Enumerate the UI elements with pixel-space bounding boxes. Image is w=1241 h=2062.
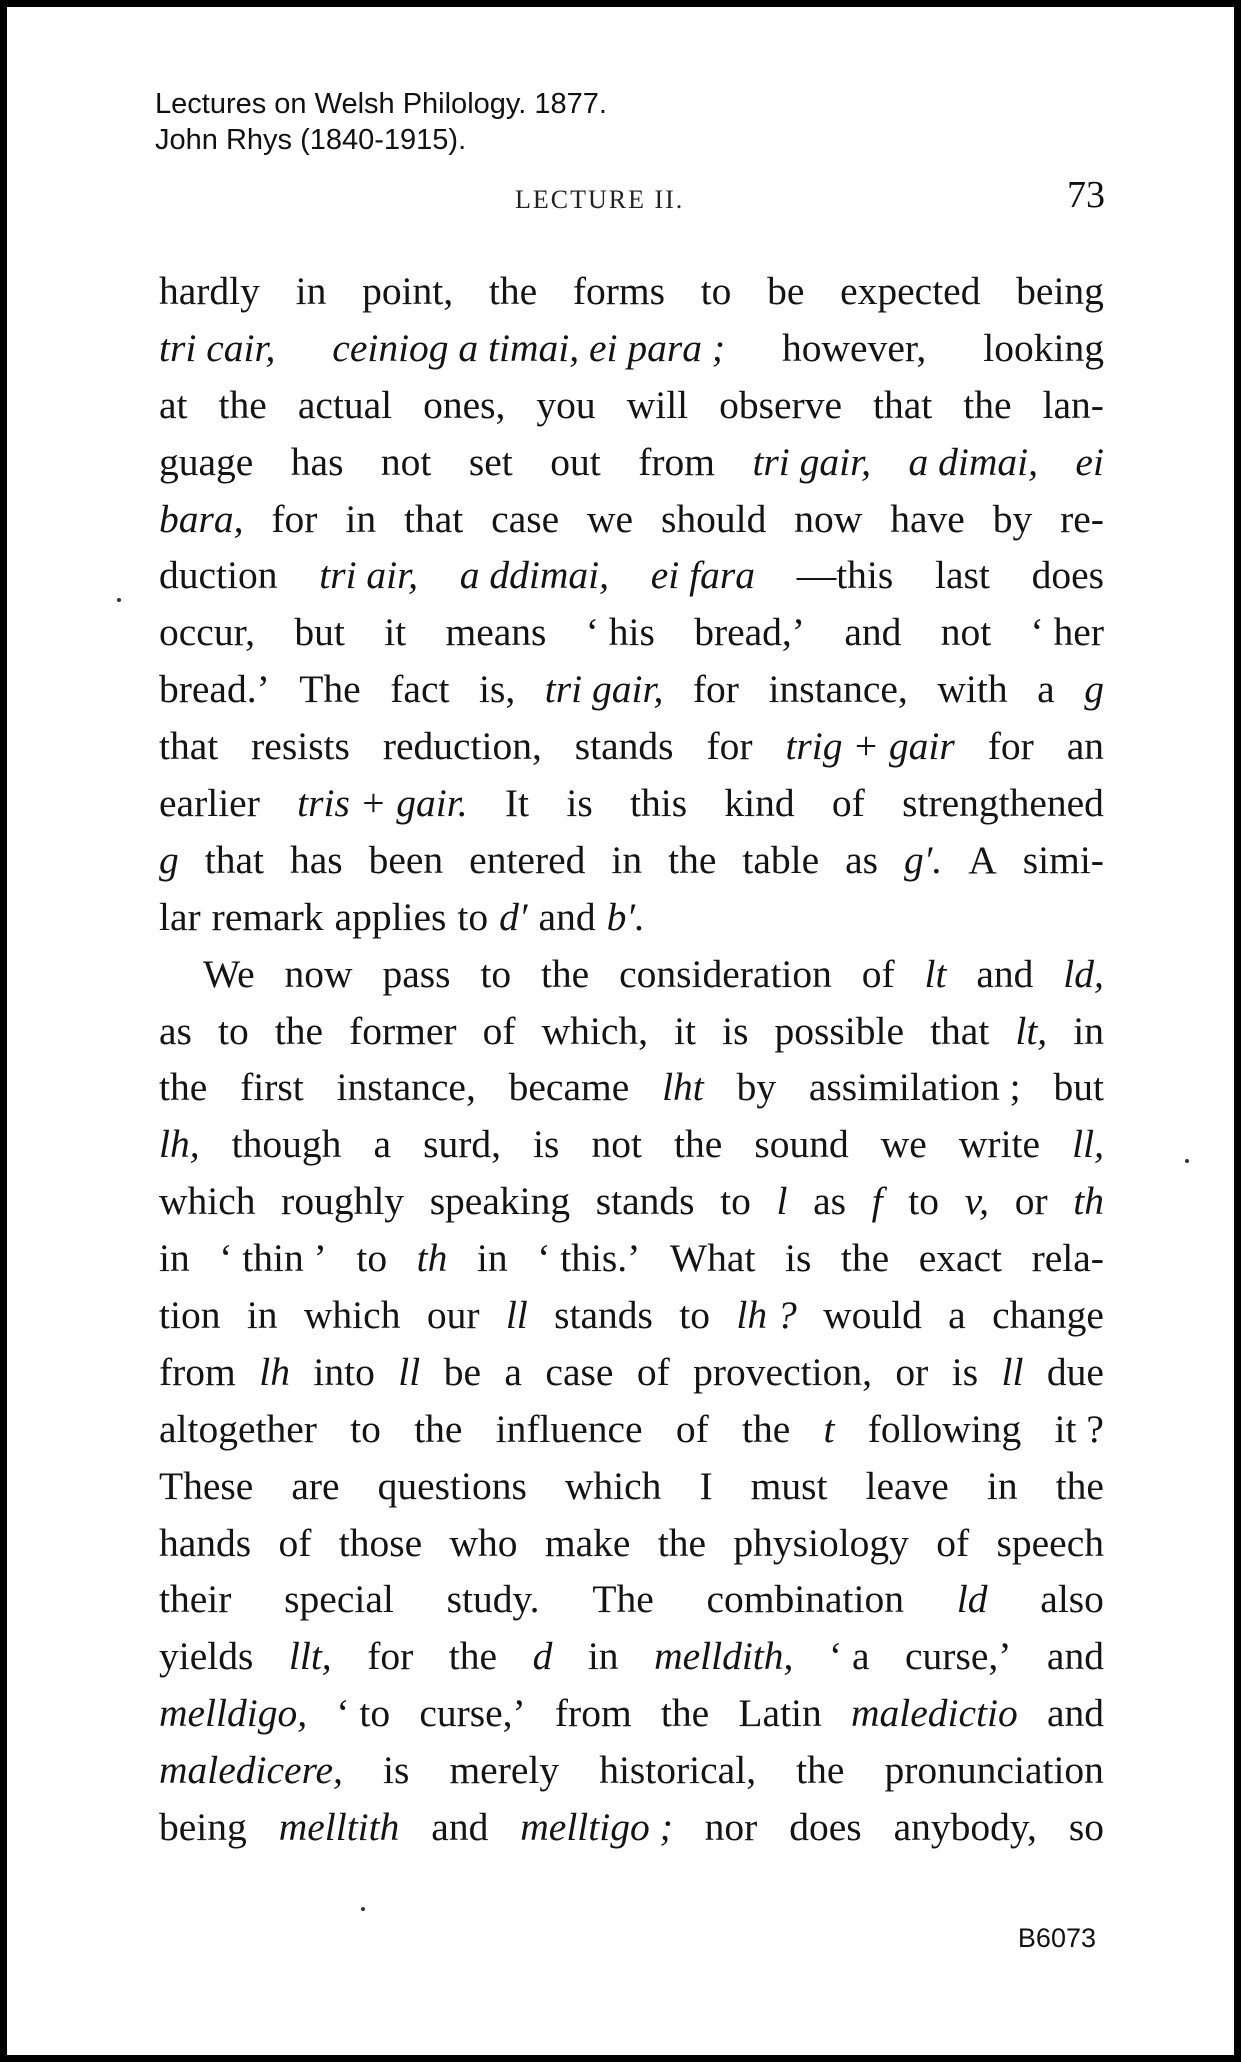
word: is, bbox=[479, 667, 516, 712]
word: exact bbox=[918, 1236, 1003, 1281]
word: in bbox=[986, 1463, 1018, 1508]
word: to bbox=[908, 1179, 939, 1224]
italic-word: ll bbox=[505, 1293, 528, 1338]
word: remark bbox=[211, 894, 324, 939]
word: should bbox=[661, 496, 767, 541]
text-line bbox=[159, 1003, 1104, 1060]
word: of bbox=[278, 1520, 312, 1565]
italic-word: ld, bbox=[1063, 951, 1104, 996]
word: first bbox=[240, 1065, 304, 1110]
word: but bbox=[1053, 1065, 1104, 1110]
word: in bbox=[476, 1236, 508, 1281]
word: anybody, bbox=[893, 1805, 1037, 1850]
word: have bbox=[890, 496, 965, 541]
italic-word: trig + gair bbox=[785, 724, 955, 769]
word: sound bbox=[754, 1122, 849, 1167]
word: into bbox=[313, 1349, 375, 1394]
word: an bbox=[1066, 724, 1104, 769]
italic-word: melltigo ; bbox=[520, 1805, 673, 1850]
word: being bbox=[159, 1805, 247, 1850]
word: bread.’ bbox=[159, 667, 270, 712]
text-line bbox=[159, 1287, 1104, 1344]
word: that bbox=[404, 496, 464, 541]
word: It bbox=[504, 781, 530, 826]
text-line bbox=[159, 1628, 1104, 1685]
word: by bbox=[736, 1065, 777, 1110]
word: observe bbox=[719, 382, 842, 427]
word: guage bbox=[159, 439, 254, 484]
italic-word: lh bbox=[259, 1349, 290, 1394]
page-number: 73 bbox=[1067, 174, 1105, 216]
caption-title: Lectures on Welsh Philology. 1877. bbox=[155, 88, 607, 120]
page-header bbox=[155, 173, 1105, 223]
word: or bbox=[895, 1349, 929, 1394]
italic-word: g′. bbox=[903, 837, 943, 882]
word: for bbox=[692, 667, 739, 712]
word: is bbox=[951, 1349, 979, 1394]
word: from bbox=[554, 1691, 632, 1736]
word: the bbox=[159, 1065, 208, 1110]
word: applies bbox=[334, 894, 447, 939]
word: speaking bbox=[429, 1179, 571, 1224]
text-line bbox=[159, 1344, 1104, 1401]
italic-word: a ddimai, bbox=[459, 553, 609, 598]
word: in bbox=[295, 269, 327, 313]
word: and bbox=[538, 894, 596, 939]
word: a bbox=[504, 1349, 522, 1394]
word: who bbox=[449, 1520, 518, 1565]
italic-word: ll, bbox=[1072, 1122, 1104, 1167]
word: assimilation ; bbox=[808, 1065, 1021, 1110]
italic-word: ll bbox=[1001, 1349, 1024, 1394]
word: the bbox=[741, 1406, 791, 1451]
word: curse,’ bbox=[905, 1634, 1012, 1679]
word: been bbox=[368, 837, 444, 882]
word: as bbox=[159, 1008, 192, 1053]
word: will bbox=[626, 382, 689, 427]
word: a bbox=[1037, 667, 1055, 712]
italic-word: a dimai, bbox=[908, 439, 1038, 484]
word: a bbox=[373, 1122, 392, 1167]
scan-speck bbox=[361, 1907, 365, 1911]
word: Latin bbox=[738, 1691, 822, 1736]
word: of bbox=[636, 1349, 670, 1394]
word: the bbox=[668, 837, 717, 882]
word: the bbox=[674, 1122, 723, 1167]
word: not bbox=[591, 1122, 642, 1167]
word: ‘ this.’ bbox=[537, 1236, 641, 1281]
word: be bbox=[443, 1349, 481, 1394]
text-line bbox=[159, 263, 1104, 320]
word: —this bbox=[796, 553, 894, 598]
word: resists bbox=[251, 724, 350, 769]
word: which bbox=[303, 1293, 401, 1338]
text-line bbox=[159, 832, 1104, 889]
word: a bbox=[948, 1293, 966, 1338]
word: surd, bbox=[423, 1122, 501, 1167]
word: which bbox=[564, 1463, 662, 1508]
word: those bbox=[338, 1520, 423, 1565]
word: to bbox=[679, 1293, 710, 1338]
word: provection, bbox=[693, 1349, 872, 1394]
italic-word: lt, bbox=[1015, 1008, 1048, 1053]
scan-speck bbox=[117, 598, 121, 602]
running-title: LECTURE II. bbox=[515, 185, 685, 214]
text-line bbox=[159, 1799, 1104, 1856]
word: following bbox=[867, 1406, 1022, 1451]
text-line bbox=[159, 946, 1104, 1003]
word: the bbox=[540, 951, 590, 996]
word: former bbox=[349, 1008, 457, 1053]
word: pronunciation bbox=[884, 1748, 1104, 1793]
italic-word: ei fara bbox=[650, 553, 755, 598]
word: to bbox=[217, 1008, 249, 1053]
word: and bbox=[431, 1805, 489, 1850]
word: by bbox=[992, 496, 1033, 541]
word: instance, bbox=[768, 667, 908, 712]
italic-word: th bbox=[1073, 1179, 1104, 1224]
word: What bbox=[669, 1236, 756, 1281]
word: to bbox=[350, 1406, 381, 1451]
word: ones, bbox=[423, 382, 506, 427]
word: at bbox=[159, 382, 188, 427]
word: in bbox=[159, 1236, 190, 1281]
word: however, bbox=[782, 325, 927, 370]
word: pass bbox=[382, 951, 451, 996]
word: in bbox=[345, 496, 377, 541]
word: nor bbox=[704, 1805, 758, 1850]
word: and bbox=[1046, 1634, 1104, 1679]
word: stands bbox=[574, 724, 674, 769]
word: ‘ a bbox=[828, 1634, 870, 1679]
word: does bbox=[789, 1805, 862, 1850]
word: that bbox=[930, 1008, 990, 1053]
italic-word: ll bbox=[398, 1349, 421, 1394]
word: make bbox=[544, 1520, 631, 1565]
word: write bbox=[958, 1122, 1041, 1167]
italic-word: lh ? bbox=[736, 1293, 797, 1338]
word: earlier bbox=[159, 781, 260, 826]
word: the bbox=[660, 1691, 710, 1736]
word: point, bbox=[362, 269, 454, 313]
italic-word: th bbox=[416, 1236, 448, 1281]
word: became bbox=[508, 1065, 630, 1110]
word: to bbox=[700, 269, 732, 313]
word: which, bbox=[541, 1008, 649, 1053]
word: in bbox=[1073, 1008, 1104, 1053]
italic-word: ld bbox=[956, 1577, 988, 1622]
word: altogether bbox=[159, 1406, 317, 1451]
word: lar bbox=[159, 894, 201, 939]
italic-word: tri air, bbox=[319, 553, 419, 598]
word: to bbox=[356, 1236, 388, 1281]
word: the bbox=[448, 1634, 498, 1679]
word: speech bbox=[996, 1520, 1104, 1565]
word: are bbox=[291, 1463, 340, 1508]
word: actual bbox=[297, 382, 393, 427]
word: and bbox=[976, 951, 1034, 996]
text-line bbox=[159, 1059, 1104, 1116]
italic-word: llt, bbox=[288, 1634, 332, 1679]
word: looking bbox=[983, 325, 1104, 370]
italic-word: lht bbox=[662, 1065, 704, 1110]
word: has bbox=[290, 439, 344, 484]
word: The bbox=[299, 667, 361, 712]
word: case bbox=[491, 496, 560, 541]
text-line bbox=[159, 775, 1104, 832]
word: for bbox=[367, 1634, 414, 1679]
word: roughly bbox=[281, 1179, 405, 1224]
word: change bbox=[992, 1293, 1104, 1338]
italic-word: ceiniog a timai, ei para ; bbox=[332, 325, 726, 370]
word: hands bbox=[159, 1520, 252, 1565]
text-line bbox=[159, 434, 1104, 491]
word: possible bbox=[774, 1008, 904, 1053]
word: so bbox=[1068, 1805, 1104, 1850]
word: we bbox=[880, 1122, 927, 1167]
word: but bbox=[294, 610, 345, 655]
text-line bbox=[159, 547, 1104, 604]
word: expected bbox=[840, 269, 981, 313]
word: does bbox=[1031, 553, 1104, 598]
italic-word: bara, bbox=[159, 496, 244, 541]
word: to bbox=[457, 894, 489, 939]
word: in bbox=[246, 1293, 278, 1338]
word: it bbox=[674, 1008, 697, 1053]
word: study. bbox=[446, 1577, 540, 1622]
body-text bbox=[159, 263, 1104, 1856]
word: in bbox=[611, 837, 643, 882]
word: rela- bbox=[1031, 1236, 1104, 1281]
text-line bbox=[159, 1515, 1104, 1572]
word: as bbox=[813, 1179, 846, 1224]
text-line bbox=[159, 491, 1104, 548]
italic-word: d′ bbox=[499, 894, 528, 939]
italic-word: maledictio bbox=[850, 1691, 1018, 1736]
text-line bbox=[159, 1230, 1104, 1287]
word: curse,’ bbox=[419, 1691, 526, 1736]
italic-word: lt bbox=[924, 951, 947, 996]
text-line bbox=[159, 661, 1104, 718]
italic-word: melltith bbox=[278, 1805, 400, 1850]
word: would bbox=[823, 1293, 922, 1338]
word: we bbox=[587, 496, 634, 541]
word: in bbox=[587, 1634, 619, 1679]
word: now bbox=[284, 951, 353, 996]
word: the bbox=[488, 269, 538, 313]
word: of bbox=[482, 1008, 516, 1053]
word: to bbox=[480, 951, 512, 996]
italic-word: d bbox=[532, 1634, 553, 1679]
word: as bbox=[845, 837, 878, 882]
word: means bbox=[445, 610, 547, 655]
word: influence bbox=[495, 1406, 643, 1451]
word: out bbox=[550, 439, 601, 484]
word: simi- bbox=[1022, 837, 1104, 882]
scan-speck bbox=[1185, 1159, 1189, 1163]
word: questions bbox=[377, 1463, 527, 1508]
footer-id: B6073 bbox=[1017, 1923, 1096, 1953]
word: These bbox=[159, 1463, 254, 1508]
word: special bbox=[284, 1577, 394, 1622]
word: the bbox=[414, 1406, 463, 1451]
caption-author: John Rhys (1840-1915). bbox=[155, 124, 467, 156]
word: and bbox=[844, 610, 902, 655]
word: their bbox=[159, 1577, 232, 1622]
text-line bbox=[159, 604, 1104, 661]
word: not bbox=[380, 439, 432, 484]
word: with bbox=[937, 667, 1008, 712]
word: stands bbox=[595, 1179, 695, 1224]
word: that bbox=[873, 382, 933, 427]
word: for bbox=[271, 496, 318, 541]
italic-word: lh, bbox=[159, 1122, 200, 1167]
word: from bbox=[638, 439, 715, 484]
text-line bbox=[159, 377, 1104, 434]
word: the bbox=[657, 1520, 707, 1565]
word: ‘ her bbox=[1030, 610, 1104, 655]
italic-word: b′. bbox=[606, 894, 645, 939]
word: stands bbox=[554, 1293, 653, 1338]
word: duction bbox=[159, 553, 278, 598]
italic-word: g bbox=[159, 837, 179, 882]
word: of bbox=[936, 1520, 970, 1565]
text-line bbox=[159, 1571, 1104, 1628]
italic-word: tri cair, bbox=[159, 325, 276, 370]
italic-word: t bbox=[823, 1406, 835, 1451]
word: The bbox=[592, 1577, 654, 1622]
word: for bbox=[987, 724, 1034, 769]
italic-word: melldith, bbox=[654, 1634, 794, 1679]
word: being bbox=[1016, 269, 1104, 313]
word: is bbox=[382, 1748, 410, 1793]
text-line bbox=[159, 1116, 1104, 1173]
word: last bbox=[935, 553, 990, 598]
word: bread,’ bbox=[694, 610, 805, 655]
word: of bbox=[861, 951, 895, 996]
word: We bbox=[203, 951, 255, 996]
word: now bbox=[794, 496, 863, 541]
word: which bbox=[159, 1179, 256, 1224]
italic-word: l bbox=[776, 1179, 788, 1224]
word: forms bbox=[572, 269, 665, 313]
word: that bbox=[159, 724, 219, 769]
italic-word: v, bbox=[964, 1179, 990, 1224]
word: kind bbox=[724, 781, 795, 826]
word: yields bbox=[159, 1634, 254, 1679]
word: entered bbox=[469, 837, 586, 882]
word: consideration bbox=[619, 951, 832, 996]
word: of bbox=[675, 1406, 709, 1451]
word: be bbox=[767, 269, 805, 313]
word: ‘ thin ’ bbox=[219, 1236, 327, 1281]
word: or bbox=[1014, 1179, 1048, 1224]
word: you bbox=[536, 382, 596, 427]
word: combination bbox=[706, 1577, 904, 1622]
text-line bbox=[159, 1173, 1104, 1230]
word: strengthened bbox=[902, 781, 1104, 826]
word: is bbox=[784, 1236, 812, 1281]
word: also bbox=[1040, 1577, 1104, 1622]
word: the bbox=[1055, 1463, 1104, 1508]
text-line bbox=[159, 1685, 1104, 1742]
word: is bbox=[533, 1122, 560, 1167]
word: the bbox=[218, 382, 267, 427]
word: instance, bbox=[336, 1065, 476, 1110]
italic-word: tri gair, bbox=[752, 439, 871, 484]
word: historical, bbox=[599, 1748, 757, 1793]
word: hardly bbox=[159, 269, 260, 313]
word: the bbox=[274, 1008, 324, 1053]
word: lan- bbox=[1042, 382, 1104, 427]
italic-word: melldigo, bbox=[159, 1691, 308, 1736]
word: of bbox=[831, 781, 865, 826]
word: for bbox=[706, 724, 753, 769]
word: fact bbox=[390, 667, 450, 712]
text-line bbox=[159, 1458, 1104, 1515]
text-line bbox=[159, 320, 1104, 377]
word: due bbox=[1046, 1349, 1104, 1394]
text-line bbox=[159, 1742, 1104, 1799]
word: not bbox=[940, 610, 992, 655]
word: tion bbox=[159, 1293, 221, 1338]
text-line bbox=[159, 889, 1104, 946]
word: has bbox=[289, 837, 343, 882]
italic-word: g bbox=[1084, 667, 1104, 712]
word: re- bbox=[1060, 496, 1104, 541]
word: it ? bbox=[1054, 1406, 1104, 1451]
word: set bbox=[468, 439, 513, 484]
word: to bbox=[720, 1179, 751, 1224]
word: this bbox=[630, 781, 688, 826]
text-line bbox=[159, 1401, 1104, 1458]
word: our bbox=[426, 1293, 480, 1338]
word: ‘ to bbox=[336, 1691, 391, 1736]
italic-word: tris + gair. bbox=[297, 781, 468, 826]
word: it bbox=[384, 610, 407, 655]
word: leave bbox=[865, 1463, 949, 1508]
word: and bbox=[1046, 1691, 1104, 1736]
word: is bbox=[566, 781, 593, 826]
word: I bbox=[699, 1463, 713, 1508]
word: from bbox=[159, 1349, 236, 1394]
word: table bbox=[742, 837, 820, 882]
word: merely bbox=[449, 1748, 560, 1793]
word: reduction, bbox=[382, 724, 542, 769]
word: is bbox=[722, 1008, 749, 1053]
italic-word: ei bbox=[1075, 439, 1104, 484]
word: ‘ his bbox=[585, 610, 655, 655]
word: the bbox=[796, 1748, 845, 1793]
word: the bbox=[840, 1236, 890, 1281]
text-line bbox=[159, 718, 1104, 775]
italic-word: f bbox=[871, 1179, 883, 1224]
word: though bbox=[231, 1122, 342, 1167]
word: occur, bbox=[159, 610, 256, 655]
word: must bbox=[750, 1463, 828, 1508]
italic-word: tri gair, bbox=[544, 667, 664, 712]
italic-word: maledicere, bbox=[159, 1748, 343, 1793]
word: that bbox=[204, 837, 264, 882]
word: physiology bbox=[733, 1520, 909, 1565]
word: A bbox=[968, 837, 997, 882]
word: the bbox=[963, 382, 1012, 427]
word: case bbox=[545, 1349, 614, 1394]
